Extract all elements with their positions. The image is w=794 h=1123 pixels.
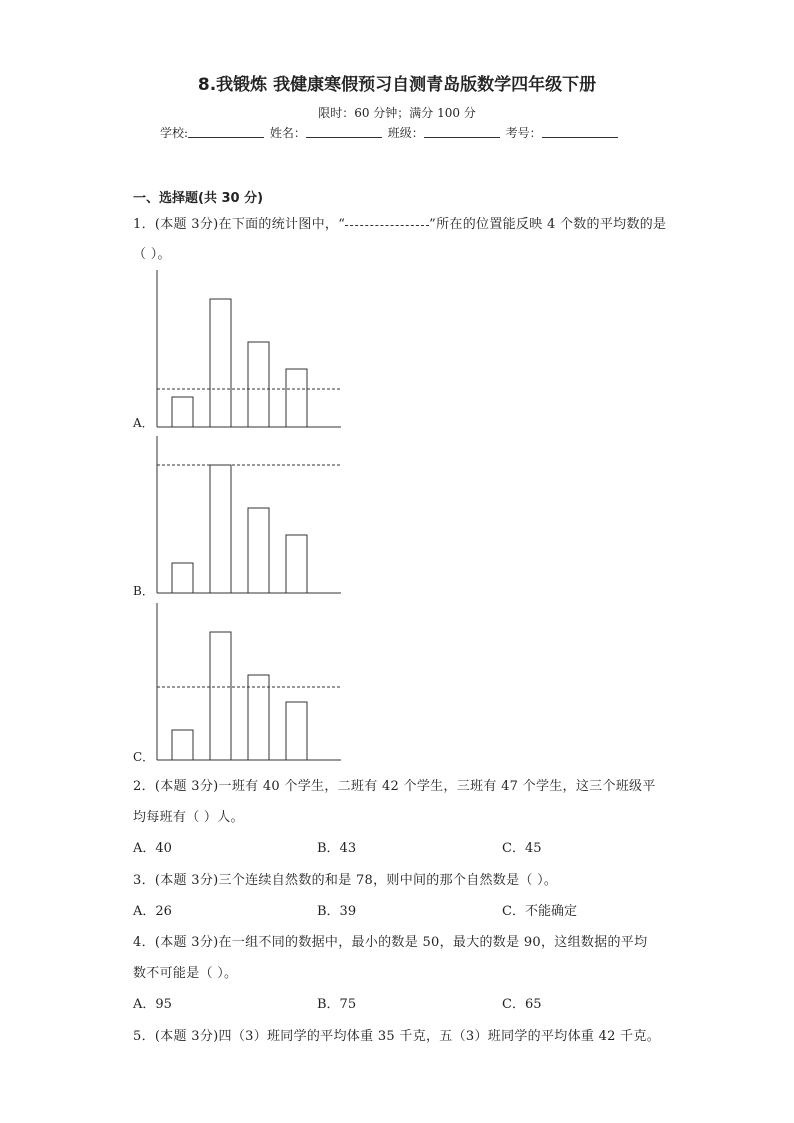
q1-text-b: ”所在的位置能反映 4 个数的平均数的是: [429, 217, 667, 232]
question-1: [133, 213, 666, 232]
bar-chart-a[interactable]: [145, 270, 345, 430]
bar: [172, 730, 193, 760]
section-heading: 一、选择题(共 30 分): [133, 191, 264, 206]
q2-line-2: 均每班有（ ）人。: [133, 810, 244, 825]
student-info-row: [160, 124, 620, 141]
dashed-line-sample: [345, 215, 429, 226]
q4-option-a[interactable]: A．95: [133, 997, 172, 1012]
name-blank[interactable]: [306, 125, 382, 138]
school-label: 学校:: [160, 126, 189, 140]
q1-line-2: （ ）。: [133, 247, 171, 262]
bar: [248, 342, 269, 427]
school-blank[interactable]: [188, 125, 264, 138]
exam-number-blank[interactable]: [542, 125, 618, 138]
option-c-label[interactable]: C．: [133, 750, 155, 764]
q3-option-a[interactable]: A．26: [133, 904, 172, 919]
q3-option-c[interactable]: C．不能确定: [502, 904, 577, 919]
question-5: 5．(本题 3分)四（3）班同学的平均体重 35 千克，五（3）班同学的平均体重 42 千克。: [133, 1029, 661, 1044]
class-label: 班级：: [387, 126, 424, 140]
page-title: 8.我锻炼 我健康寒假预习自测青岛版数学四年级下册: [197, 75, 597, 95]
bar: [210, 632, 231, 760]
bar: [210, 465, 231, 593]
q4-option-b[interactable]: B．75: [317, 997, 357, 1012]
question-4: 4．(本题 3分)在一组不同的数据中，最小的数是 50，最大的数是 90，这组数据的平均: [133, 935, 648, 950]
name-label: 姓名：: [269, 126, 306, 140]
q4-line-2: 数不可能是（ ）。: [133, 966, 238, 981]
bar-chart-c[interactable]: [145, 603, 345, 763]
bar-chart-b[interactable]: [145, 436, 345, 596]
exam-number-label: 考号：: [505, 126, 542, 140]
option-b-label[interactable]: B．: [133, 584, 154, 598]
bar: [172, 563, 193, 593]
question-2: 2．(本题 3分)一班有 40 个学生，二班有 42 个学生，三班有 47 个学生，这三个班级平: [133, 779, 656, 794]
bar: [248, 675, 269, 760]
q3-option-b[interactable]: B．39: [317, 904, 357, 919]
option-a-label[interactable]: A．: [133, 416, 154, 430]
q1-text-a: 1．(本题 3分)在下面的统计图中，“: [133, 217, 346, 232]
q4-option-c[interactable]: C．65: [502, 997, 542, 1012]
time-limit-text: 限时：60 分钟；满分 100 分: [318, 106, 476, 120]
q2-option-c[interactable]: C．45: [502, 841, 542, 856]
bar: [286, 702, 307, 760]
bar: [286, 369, 307, 427]
bar: [172, 397, 193, 427]
bar: [210, 299, 231, 427]
q2-option-b[interactable]: B．43: [317, 841, 357, 856]
bar: [248, 508, 269, 593]
bar: [286, 535, 307, 593]
question-3: 3．(本题 3分)三个连续自然数的和是 78，则中间的那个自然数是（ ）。: [133, 873, 558, 888]
class-blank[interactable]: [424, 125, 500, 138]
q2-option-a[interactable]: A．40: [133, 841, 172, 856]
